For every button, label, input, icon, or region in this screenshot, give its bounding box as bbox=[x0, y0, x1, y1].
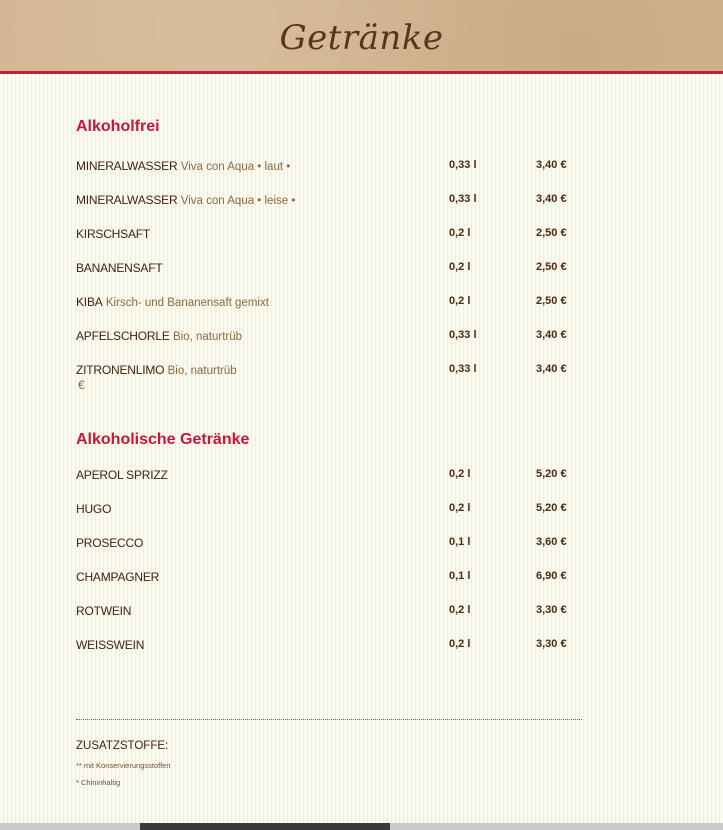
item-name: BANANENSAFT bbox=[76, 261, 163, 275]
item-price: 2,50 € bbox=[536, 227, 567, 239]
menu-item bbox=[76, 570, 586, 590]
menu-item bbox=[76, 295, 586, 315]
item-description: Viva con Aqua • laut • bbox=[180, 161, 291, 173]
item-size: 0,2 l bbox=[449, 638, 471, 650]
item-size: 0,1 l bbox=[449, 536, 471, 548]
item-size: 0,33 l bbox=[449, 329, 477, 341]
item-size: 0,2 l bbox=[449, 295, 471, 307]
item-size: 0,2 l bbox=[449, 468, 471, 480]
item-name: WEISSWEIN bbox=[76, 638, 145, 652]
menu-item bbox=[76, 536, 586, 556]
item-name: KIRSCHSAFT bbox=[76, 227, 151, 241]
menu-item bbox=[76, 227, 586, 247]
item-name: ROTWEIN bbox=[76, 604, 132, 618]
item-size: 0,33 l bbox=[449, 193, 477, 205]
item-description: Bio, naturtrüb bbox=[167, 365, 237, 377]
item-description: Kirsch- und Bananensaft gemixt bbox=[105, 297, 269, 309]
item-size: 0,33 l bbox=[449, 363, 477, 375]
item-name: PROSECCO bbox=[76, 536, 144, 550]
item-size: 0,2 l bbox=[449, 502, 471, 514]
item-size: 0,2 l bbox=[449, 261, 471, 273]
item-name: MINERALWASSER bbox=[76, 193, 178, 207]
item-size: 0,2 l bbox=[449, 604, 471, 616]
item-size: 0,33 l bbox=[449, 159, 477, 171]
scrollbar-thumb[interactable] bbox=[140, 823, 390, 830]
item-price: 3,30 € bbox=[536, 638, 567, 650]
section-title-alkoholfrei: Alkoholfrei bbox=[76, 118, 160, 135]
item-price: 5,20 € bbox=[536, 468, 567, 480]
item-price: 3,60 € bbox=[536, 536, 567, 548]
item-currency-remnant: € bbox=[78, 378, 85, 392]
menu-item bbox=[76, 261, 586, 281]
menu-item bbox=[76, 502, 586, 522]
item-name: KIBA bbox=[76, 295, 103, 309]
item-price: 6,90 € bbox=[536, 570, 567, 582]
item-size: 0,2 l bbox=[449, 227, 471, 239]
section-title-alkoholische-getraenke: Alkoholische Getränke bbox=[76, 431, 250, 448]
menu-item bbox=[76, 638, 586, 658]
item-description: Bio, naturtrüb bbox=[172, 331, 243, 343]
menu-item bbox=[76, 604, 586, 624]
footnote: ** mit Konservierungsstoffen bbox=[76, 761, 171, 770]
item-name: ZITRONENLIMO bbox=[76, 363, 165, 377]
item-price: 5,20 € bbox=[536, 502, 567, 514]
item-description: Viva con Aqua • leise • bbox=[180, 195, 296, 207]
footnote: * Chininhaltig bbox=[76, 778, 121, 787]
horizontal-scrollbar[interactable] bbox=[0, 823, 723, 830]
menu-item bbox=[76, 363, 586, 397]
item-name: APFELSCHORLE bbox=[76, 329, 170, 343]
item-price: 3,40 € bbox=[536, 159, 567, 171]
menu-item bbox=[76, 159, 586, 179]
footer-divider bbox=[76, 719, 582, 720]
item-size: 0,1 l bbox=[449, 570, 471, 582]
menu-item bbox=[76, 193, 586, 213]
item-name: HUGO bbox=[76, 502, 112, 516]
page-header bbox=[0, 0, 723, 74]
item-price: 3,30 € bbox=[536, 604, 567, 616]
menu-item bbox=[76, 468, 586, 488]
item-price: 3,40 € bbox=[536, 193, 567, 205]
footnote-title: ZUSATZSTOFFE: bbox=[76, 740, 169, 752]
menu-item bbox=[76, 329, 586, 349]
item-price: 2,50 € bbox=[536, 295, 567, 307]
item-name: CHAMPAGNER bbox=[76, 570, 160, 584]
item-name: APEROL SPRIZZ bbox=[76, 468, 168, 482]
page-title: Getränke bbox=[279, 18, 444, 58]
item-price: 2,50 € bbox=[536, 261, 567, 273]
item-price: 3,40 € bbox=[536, 363, 567, 375]
item-name: MINERALWASSER bbox=[76, 159, 178, 173]
item-price: 3,40 € bbox=[536, 329, 567, 341]
